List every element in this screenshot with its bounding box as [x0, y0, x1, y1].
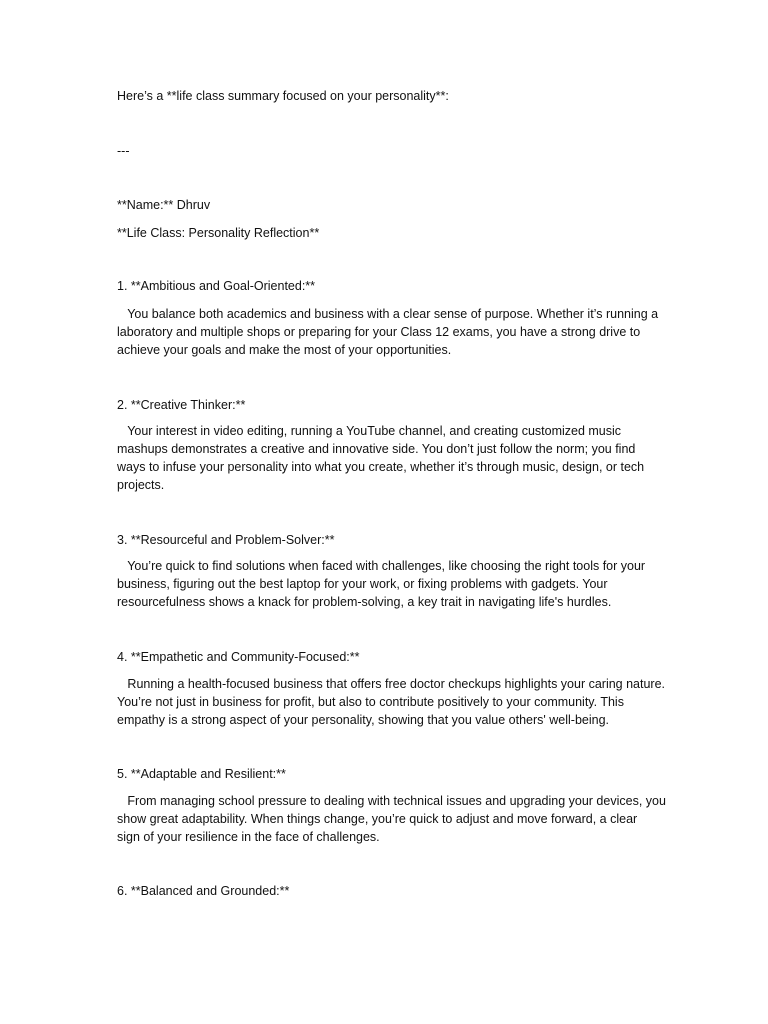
section-heading-3: 3. **Resourceful and Problem-Solver:** [117, 533, 335, 547]
body-line: business, figuring out the best laptop for your work, or fixing problems with gadgets. Your [117, 577, 608, 591]
separator-line: --- [117, 144, 130, 158]
intro-text: Here’s a **life class summary focused on your personality**: [117, 89, 449, 103]
body-line: You’re quick to find solutions when faced with challenges, like choosing the right tools for your [117, 559, 646, 573]
name-line: **Name:** Dhruv [117, 198, 211, 212]
section-body-3 [117, 557, 657, 611]
body-line: laboratory and multiple shops or preparing for your Class 12 exams, you have a strong drive to [117, 325, 641, 339]
body-line: Running a health-focused business that offers free doctor checkups highlights your caring nature. [117, 677, 666, 691]
section-heading-5: 5. **Adaptable and Resilient:** [117, 767, 286, 781]
body-line: achieve your goals and make the most of your opportunities. [117, 343, 452, 357]
body-line: empathy is a strong aspect of your personality, showing that you value others' well-being. [117, 713, 610, 727]
section-heading-2: 2. **Creative Thinker:** [117, 398, 246, 412]
body-line: mashups demonstrates a creative and innovative side. You don’t just follow the norm; you find [117, 442, 636, 456]
body-line: From managing school pressure to dealing with technical issues and upgrading your devices, you [117, 794, 666, 808]
body-line: You’re not just in business for profit, but also to contribute positively to your community. This [117, 695, 624, 709]
body-line: projects. [117, 478, 165, 492]
body-line: ways to infuse your personality into what you create, whether it’s through music, design, or tech [117, 460, 645, 474]
body-line: sign of your resilience in the face of challenges. [117, 830, 380, 844]
section-body-4 [117, 675, 666, 729]
section-body-5 [117, 792, 666, 846]
section-heading-6: 6. **Balanced and Grounded:** [117, 884, 290, 898]
body-line: Your interest in video editing, running a YouTube channel, and creating customized music [117, 424, 622, 438]
section-body-1 [117, 305, 657, 359]
body-line: You balance both academics and business with a clear sense of purpose. Whether it’s running a [117, 307, 659, 321]
body-line: resourcefulness shows a knack for problem-solving, a key trait in navigating life's hurdles. [117, 595, 612, 609]
class-line: **Life Class: Personality Reflection** [117, 226, 320, 240]
section-heading-1: 1. **Ambitious and Goal-Oriented:** [117, 279, 316, 293]
section-heading-4: 4. **Empathetic and Community-Focused:** [117, 650, 360, 664]
body-line: show great adaptability. When things change, you’re quick to adjust and move forward, a clear [117, 812, 638, 826]
section-body-2 [117, 422, 657, 494]
